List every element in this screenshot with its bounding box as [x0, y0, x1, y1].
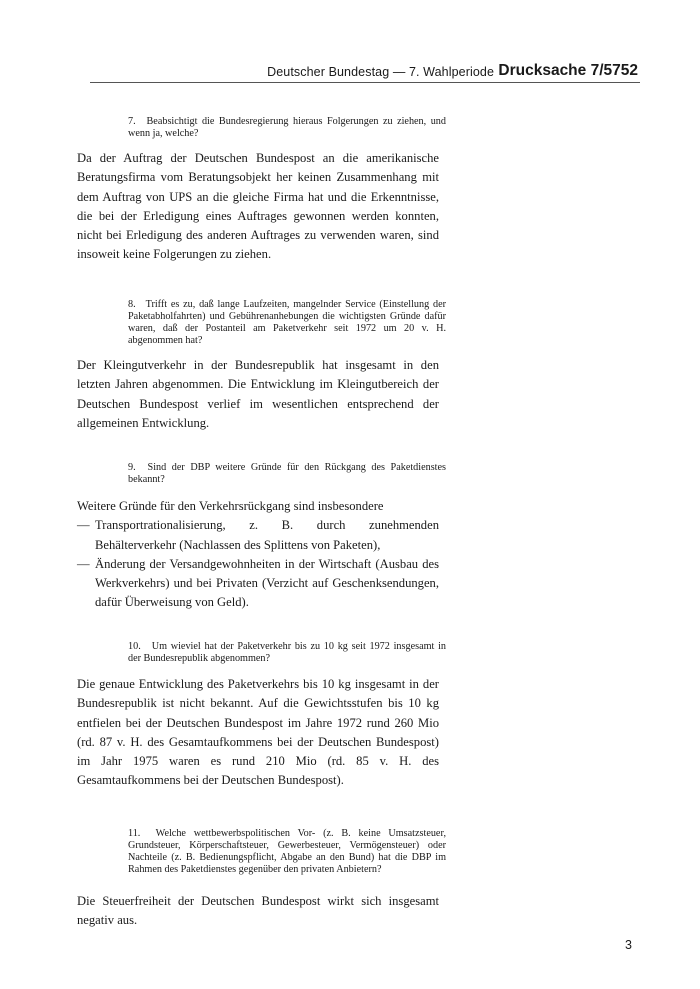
bullet-dash: — — [77, 518, 90, 533]
page-number: 3 — [625, 938, 632, 952]
header-title: Deutscher Bundestag — 7. Wahlperiode — [267, 65, 494, 79]
question-number: 7. — [128, 116, 136, 127]
answer-text: Die genaue Entwicklung des Paketverkehrs bis 10 kg insgesamt in der Bundesrepublik ist nicht bekannt. Auf die Gewichtsstufen bis 10 kg entfielen bei der Deutschen Bundespost im Jahre 1972 rund 260 Mio (rd. 87 v. H. des Gesamtaufkommens bei der Deutschen Bundespost) im Jahr 1975 waren es rund 210 Mio (rd. 85 v. H. des Gesamtaufkommens bei der Deutschen Bundespost). — [77, 677, 439, 788]
answer-text: Der Kleingutverkehr in der Bundesrepublik hat insgesamt in den letzten Jahren abgenommen. Die Entwicklung im Kleingutbereich der Deutschen Bundespost verlief im wesentlichen entsprechend der allgemeinen Entwicklung. — [77, 358, 439, 430]
bullet-dash: — — [77, 556, 90, 571]
question-number: 10. — [128, 641, 141, 652]
question-number: 8. — [128, 299, 136, 310]
answer-text: Die Steuerfreiheit der Deutschen Bundespost wirkt sich insgesamt negativ aus. — [77, 894, 439, 928]
bullet-text: Transportrationalisierung, z. B. durch zunehmenden Behälterverkehr (Nachlassen des Splittens von Paketen), — [95, 518, 439, 552]
answer-bullet — [77, 555, 439, 613]
question-text: Um wieviel hat der Paketverkehr bis zu 10 kg seit 1972 insgesamt in der Bundesrepublik abgenommen? — [128, 641, 446, 664]
document-number: Drucksache 7/5752 — [498, 62, 638, 79]
question-text: Trifft es zu, daß lange Laufzeiten, mangelnder Service (Einstellung der Paketabholfahrten) und Gebührenanhebungen die wichtigsten Gründe dafür waren, daß der Postanteil am Paketverkehr seit 1972 um 20 v. H. abgenommen hat? — [128, 299, 446, 346]
question-10 — [128, 641, 446, 665]
question-9 — [128, 462, 446, 486]
answer-8 — [77, 356, 439, 433]
answer-7 — [77, 149, 439, 265]
answer-bullet — [77, 516, 439, 555]
answer-intro: Weitere Gründe für den Verkehrsrückgang sind insbesondere — [77, 499, 384, 513]
question-text: Beabsichtigt die Bundesregierung hieraus Folgerungen zu ziehen, und wenn ja, welche? — [128, 116, 446, 139]
answer-text: Da der Auftrag der Deutschen Bundespost an die amerikanische Beratungsfirma vom Beratungsobjekt her keinen Zusammenhang mit dem Auftrag von UPS an die gleiche Firma hat und die Erkenntnisse, die bei der Erledigung eines Auftrages gewonnen werden konnten, nicht bei Erledigung des anderen Auftrages zu verwenden waren, sind insoweit keine Folgerungen zu ziehen. — [77, 151, 439, 262]
bullet-text: Änderung der Versandgewohnheiten in der Wirtschaft (Ausbau des Werkverkehrs) und bei Privaten (Verzicht auf Geschenksendungen, dafür Überweisung von Geld). — [95, 556, 439, 610]
answer-11 — [77, 892, 439, 931]
question-text: Welche wettbewerbspolitischen Vor- (z. B. keine Umsatzsteuer, Grundsteuer, Körperschaftsteuer, Gewerbesteuer, Vermögensteuer) oder Nachteile (z. B. Bedienungspflicht, Abgabe an den Bund) hat die DBP im Rahmen des Paketdienstes gegenüber den privaten Anbietern? — [128, 828, 446, 875]
answer-9 — [77, 497, 439, 613]
header-rule — [90, 82, 640, 83]
question-7 — [128, 116, 446, 140]
question-number: 11. — [128, 828, 141, 839]
question-number: 9. — [128, 462, 136, 473]
page-header — [90, 62, 640, 84]
question-text: Sind der DBP weitere Gründe für den Rückgang des Paketdienstes bekannt? — [128, 462, 447, 485]
question-11 — [128, 828, 446, 876]
question-8 — [128, 299, 446, 347]
answer-10 — [77, 675, 439, 791]
